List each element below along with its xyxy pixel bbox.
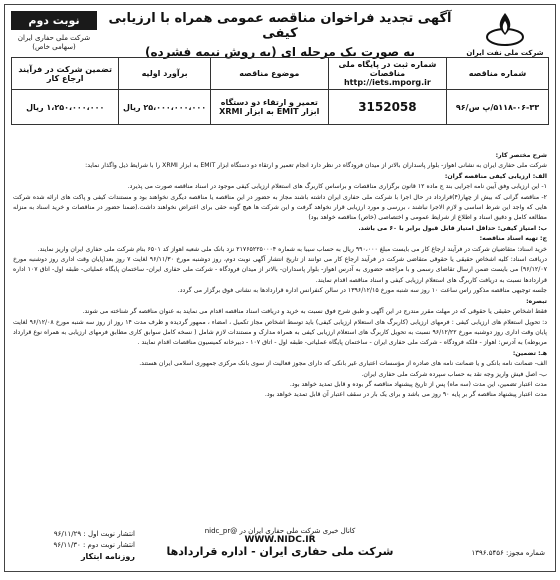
title-line1: آگهی تجدید فراخوان مناقصه عمومی همراه با ارزیابی کیفی: [108, 11, 452, 41]
pub-first: انتشار نوبت اول : ۹۶/۱۱/۲۹: [53, 530, 135, 538]
paragraph: فقط اشخاص حقیقی یا حقوقی که در مهلت مقرر مندرج در این آگهی و طبق شرح فوق نسبت به خرید و دریافت اسناد مناقصه اقدام می نمایند به عنوان مناقصه گر شناخته می شوند.: [82, 308, 547, 316]
paragraph: الف- ضمانت نامه بانکی و یا ضمانت نامه های صادره از مؤسسات اعتباری غیر بانکی که دارای مجوز فعالیت از سوی بانک مرکزی جمهوری اسلامی ایران هستند.: [139, 360, 547, 368]
second-round-badge: [11, 11, 97, 52]
table-header: شماره ثبت در پایگاه ملی مناقصات http://iets.mporg.ir: [328, 58, 446, 90]
paragraph: جلسه توجیهی مناقصه مذکور راس ساعت ۱۰ روز سه شنبه مورخ ۱۳۹۶/۱۲/۱۵ در سالن کنفرانس اداره قراردادها به نشانی فوق برگزار می گردد.: [177, 287, 547, 295]
notice-title: [101, 11, 459, 59]
publication-dates: [15, 529, 135, 562]
company-logo: [465, 11, 545, 57]
table-cell: ۵۱۱۸-۰۶-۳۳/پ س/۹۶: [446, 90, 548, 125]
paragraph: ب- اصل فیش واریز وجه نقد به حساب سپرده شرکت ملی حفاری ایران.: [361, 370, 547, 378]
paragraph: مدت اعتبار تضمین، این مدت (سه ماه) پس از تاریخ پیشنهاد مناقصه گر بوده و قابل تمدید خواهد بود.: [289, 380, 547, 388]
paragraph: شرکت ملی حفاری ایران به نشانی اهواز- بلوار پاسداران بالاتر از میدان فرودگاه در نظر دارد انجام تعمیر و ارتقاء دو دستگاه ابزار EMIT به ابزار XRMI را با شرایط ذیل واگذار نماید:: [85, 162, 547, 170]
footer: [11, 523, 549, 567]
paragraph: ب: امتیاز کیفی: حداقل امتیاز قابل قبول برابر با ۶۰ می باشد.: [358, 224, 547, 232]
nioc-flame-icon: [485, 11, 525, 47]
company-sub2: (سهامی خاص): [32, 43, 76, 51]
tender-notice: [4, 4, 556, 572]
paragraph: خرید اسناد: متقاضیان شرکت در فرآیند ارجاع کار می بایست مبلغ ۹۹۰،۰۰۰ ریال به حساب سیبا به شماره ۲۱۷۶۵۲۲۵۰۰۰۴ نزد بانک ملی شعبه اهواز کد ۶۵۰۱ بنام شرکت ملی حفاری ایران واریز نمایند.: [37, 245, 547, 253]
paragraph: شرح مختصر کار:: [495, 152, 547, 159]
table-cell: تعمیر و ارتقاء دو دستگاه ابزار EMIT به ابزار XRMI: [210, 90, 328, 125]
table-header: شماره مناقصه: [446, 58, 548, 90]
paragraph: د: تحویل استعلام های ارزیابی کیفی : فرمهای ارزیابی (کاربرگ های استعلام ارزیابی کیفی) باید توسط اشخاص مجاز تکمیل ، امضاء ، ممهور گردیده و ظرف مدت ۱۴ روز از روز سه شنبه مورخ ۹۶/۱۲/۰۸ لغایت پایان وقت اداری روز دوشنبه مورخ ۹۶/۱۲/۲۲ نسبت به تحویل کاربرگ های استعلام ارزیابی کیفی به همراه مدارک و مستندات لازم شامل ( نسخه کامل سوابق کاری مطابق فرمهای ارزیابی به همراه نوع قرارداد مربوطه) به آدرس: اهواز - فلکه فرودگاه - شرکت ملی حفاری ایران - ساختمان پایگاه عملیاتی- طبقه اول - اتاق ۱۰۷ - دبیرخانه کمیسیون مناقصات اقدام نمایند .: [13, 318, 547, 347]
paragraph: ۱- این ارزیابی وفق آیین نامه اجرایی بند ج ماده ۱۲ قانون برگزاری مناقصات و براساس کاربرگ های استعلام ارزیابی کیفی موجود در اسناد مناقصه صورت می پذیرد.: [127, 183, 547, 191]
tender-table: [11, 57, 549, 125]
table-header: موضوع مناقصه: [210, 58, 328, 90]
pub-second: انتشار نوبت دوم : ۹۶/۱۱/۳۰: [53, 541, 135, 549]
footer-contact: [171, 527, 389, 545]
telegram-channel: کانال خبری شرکت ملی حفاری ایران در @nidc_pr: [204, 527, 356, 535]
paragraph: الف: ارزیابی کیفی مناقصه گران:: [444, 172, 547, 180]
title-line2: به صورت یک مرحله ای (به روش نیمه فشرده): [144, 45, 416, 59]
paragraph: دریافت اسناد: کلیه اشخاص حقیقی یا حقوقی متقاضی شرکت در فرآیند ارجاع کار می توانند از تاریخ انتشار آگهی نوبت دوم، روز دوشنبه مورخ ۹۶/۱۱/۳۰ لغایت ۷ روز بعد(پایان وقت اداری روز دوشنبه مورخ ۹۶/۱۲/۰۷) می بایست ضمن ارسال تقاضای رسمی و با مراجعه حضوری به آدرس اهواز- بلوار پاسداران- بالاتر از میدان فرودگاه - شرکت ملی حفاری ایران- ساختمان پایگاه عملیاتی- طبقه اول- اتاق ۱۰۷ اداره قراردادها نسبت به دریافت کاربرگ های استعلام ارزیابی کیفی و اسناد مناقصه اقدام نمایند.: [13, 256, 547, 284]
notice-body: [13, 151, 547, 401]
footer-org: شرکت ملی حفاری ایران - اداره قراردادها: [166, 545, 394, 558]
logo-caption: شرکت ملی نفت ایران: [466, 49, 544, 57]
paragraph: هـ: تضمین:: [512, 349, 547, 357]
permit-number: شماره مجوز: ۱۳۹۶.۵۴۵۶: [471, 549, 545, 557]
website-link[interactable]: WWW.NIDC.IR: [244, 535, 316, 545]
table-cell: 3152058: [328, 90, 446, 125]
newspaper-tag: روزنامه ابتکار: [80, 552, 135, 561]
table-cell: ۱،۲۵۰،۰۰۰،۰۰۰ ریال: [12, 90, 119, 125]
paragraph: تبصره:: [526, 297, 547, 305]
paragraph: مدت اعتبار پیشنهاد مناقصه گر بر پایه ۹۰ روز می باشد و برای یک بار در سقف اعتبار آن قابل تمدید خواهد بود.: [264, 391, 547, 399]
table-header: تضمین شرکت در فرآیند ارجاع کار: [12, 58, 119, 90]
company-sub1: شرکت ملی حفاری ایران: [17, 34, 91, 42]
paragraph: ۲- مناقصه گرانی که بیش از چهار(۴)قرارداد در حال اجرا با شرکت ملی حفاری ایران داشته باشند مجاز به حضور در این مناقصه یا مناقصه دیگری نخواهند بود و مستندات کیفی و پاکت های ارائه شده شرکت هایی که واجد این شرط اساسی و لازم الاجرا نباشند ، بررسی و مورد ارزیابی قرار نخواهد گرفت و این شرکت ها هیچ گونه حقی برای اعتراض نخواهند داشت.(ضمنا حضور در مناقصات و خرید اسناد به منزله مطالعه کامل و دقیق اسناد و اطلاع از شرایط عمومی و اختصاصی (خاص) مناقصه خواهد بود): [13, 193, 547, 222]
table-cell: ۲۵،۰۰۰،۰۰۰،۰۰۰ ریال: [119, 90, 210, 125]
paragraph: ج: تهیه اسناد مناقصه:: [479, 235, 547, 243]
table-row: [12, 90, 549, 125]
table-header-row: [12, 58, 549, 90]
nobat-label: نوبت دوم: [11, 11, 97, 30]
table-header: برآورد اولیه: [119, 58, 210, 90]
company-name: [11, 34, 97, 52]
